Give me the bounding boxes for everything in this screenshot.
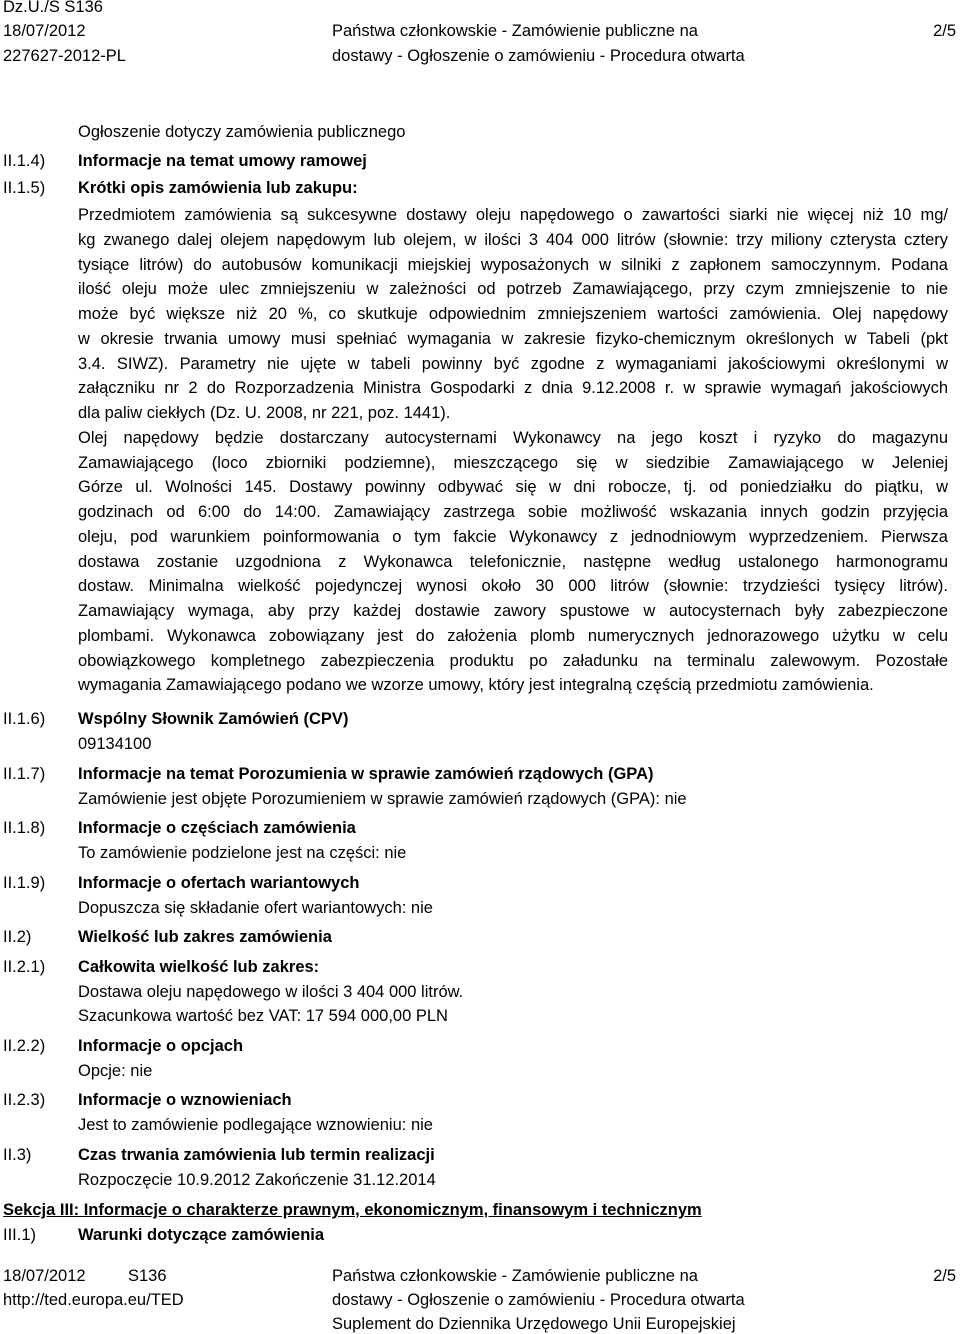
section-title: Informacje na temat umowy ramowej (78, 152, 367, 170)
section-value: Zamówienie jest objęte Porozumieniem w sprawie zamówień rządowych (GPA): nie (78, 790, 687, 808)
section-value: Rozpoczęcie 10.9.2012 Zakończenie 31.12.2014 (78, 1171, 436, 1189)
section-number: II.3) (3, 1146, 32, 1164)
section-number: II.1.7) (3, 765, 46, 783)
section-title: Wspólny Słownik Zamówień (CPV) (78, 710, 349, 728)
section-number: II.1.4) (3, 152, 46, 170)
cpv-code: 09134100 (78, 735, 152, 753)
description-line: tysiące litrów) do autobusów komunikacji miejskiej wyposażonych w silniki z zapłonem samoczynnym. Podana (78, 255, 948, 274)
section-value: Dostawa oleju napędowego w ilości 3 404 000 litrów. (78, 983, 464, 1001)
section-title: Informacje o częściach zamówienia (78, 819, 356, 837)
description-line: Olej napędowy będzie dostarczany autocysternami Wykonawcy na jego koszt i ryzyko do magazynu (78, 428, 948, 447)
description-line: dostawa zostanie uzgodniona z Wykonawca telefonicznie, następne według ustalonego harmonogramu (78, 552, 948, 571)
doc-id: Dz.U./S S136 (3, 0, 103, 16)
section-number: II.1.9) (3, 874, 46, 892)
section-title: Informacje o ofertach wariantowych (78, 874, 360, 892)
description-line: plombami. Wykonawca zobowiązany jest do założenia plomb numerycznych jednorazowego użytku w celu (78, 626, 948, 645)
section-title: Całkowita wielkość lub zakres: (78, 958, 320, 976)
footer-date: 18/07/2012 (3, 1267, 86, 1285)
section-title: Warunki dotyczące zamówienia (78, 1226, 325, 1244)
section-value: Opcje: nie (78, 1062, 153, 1080)
section-number: II.2.3) (3, 1091, 46, 1109)
description-line: kg zwanego dalej olejem napędowym lub olejem, w ilości 3 404 000 litrów (słownie: trzy miliony czterysta cztery (78, 230, 948, 249)
description-paragraph (78, 203, 948, 698)
section-value: Jest to zamówienie podlegające wznowieniu: nie (78, 1116, 433, 1134)
footer-title-line1: Państwa członkowskie - Zamówienie publiczne na (332, 1267, 698, 1285)
description-line: wymagania Zamawiającego podano we wzorze umowy, który jest integralną częścią przedmiotu zamówienia. (78, 676, 874, 695)
section-title: Czas trwania zamówienia lub termin realizacji (78, 1146, 435, 1164)
section-number: II.1.8) (3, 819, 46, 837)
description-line: godzinach od 6:00 do 14:00. Zamawiający zastrzega sobie możliwość wskazania innych godzin przyjęcia (78, 503, 948, 521)
section-number: II.1.6) (3, 710, 46, 728)
section-number: II.1.5) (3, 179, 46, 197)
section-title: Informacje na temat Porozumienia w sprawie zamówień rządowych (GPA) (78, 765, 654, 783)
header-title-line2: dostawy - Ogłoszenie o zamówieniu - Procedura otwarta (332, 47, 745, 65)
section-number: II.2.1) (3, 958, 46, 976)
description-line: obowiązkowego kompletnego zabezpieczenia produktu po załadunku na terminalu zalewowym. Pozostałe (78, 651, 948, 670)
header-date: 18/07/2012 (3, 22, 86, 40)
section-title: Informacje o opcjach (78, 1037, 244, 1055)
description-line: może być większe niż 20 %, co skutkuje odpowiednim zmniejszeniem wartości zamówienia. Olej napędowy (78, 305, 948, 323)
header-ref: 227627-2012-PL (3, 47, 126, 65)
description-line: w okresie trwania umowy musi spełniać wymagania w zakresie fizyko-chemicznym określonych w Tabeli (pkt (78, 329, 948, 348)
section-number: III.1) (3, 1226, 37, 1244)
description-line: Górze ul. Wolności 145. Dostawy powinny odbywać się w dni robocze, tj. od poniedziałku do piątku, w (78, 478, 948, 497)
footer-title-line2: dostawy - Ogłoszenie o zamówieniu - Procedura otwarta (332, 1291, 745, 1309)
description-line: dla paliw ciekłych (Dz. U. 2008, nr 221, poz. 1441). (78, 404, 451, 422)
description-line: Zamawiający wymaga, aby przy każdej dostawie zawory spustowe w autocysternach były zabezpieczone (78, 602, 948, 620)
header-title-line1: Państwa członkowskie - Zamówienie publiczne na (332, 22, 698, 40)
section-number: II.2) (3, 928, 32, 946)
description-line: załączniku nr 2 do Rozporzadzenia Ministra Gospodarki z dnia 9.12.2008 r. w sprawie wymagań jakościowych (78, 379, 948, 398)
description-line: dostaw. Minimalna wielkość pojedynczej wynosi około 30 000 litrów (słownie: trzydzieści tysięcy litrów). (78, 577, 948, 596)
section-number: II.2.2) (3, 1037, 46, 1055)
section-heading: Sekcja III: Informacje o charakterze prawnym, ekonomicznym, finansowym i technicznym (3, 1201, 702, 1219)
section-title: Informacje o wznowieniach (78, 1091, 292, 1109)
footer-issue: S136 (128, 1267, 167, 1285)
footer-url[interactable]: http://ted.europa.eu/TED (3, 1291, 184, 1309)
section-title: Wielkość lub zakres zamówienia (78, 928, 332, 946)
header-page: 2/5 (933, 22, 956, 40)
description-line: Zamawiającego (loco zbiorniki podziemne), mieszczącego się w siedzibie Zamawiającego w Jeleniej (78, 453, 948, 472)
section-value: To zamówienie podzielone jest na części: nie (78, 844, 407, 862)
footer-page: 2/5 (933, 1267, 956, 1285)
intro-text: Ogłoszenie dotyczy zamówienia publicznego (78, 123, 406, 141)
footer-title-line3: Suplement do Dziennika Urzędowego Unii Europejskiej (332, 1315, 736, 1333)
description-line: oleju, pod warunkiem poinformowania o tym fakcie Wykonawcy z jednodniowym wyprzedzeniem. Pierwsza (78, 527, 948, 546)
description-line: 3.4. SIWZ). Parametry nie ujęte w tabeli powinny być zgodne z wymaganiami jakościowymi określonymi w (78, 354, 948, 373)
section-title: Krótki opis zamówienia lub zakupu: (78, 179, 358, 197)
description-line: Przedmiotem zamówienia są sukcesywne dostawy oleju napędowego o zawartości siarki nie więcej niż 10 mg/ (78, 206, 948, 224)
section-value: Dopuszcza się składanie ofert wariantowych: nie (78, 899, 433, 917)
estimated-value: Szacunkowa wartość bez VAT: 17 594 000,00 PLN (78, 1007, 448, 1025)
description-line: ilość oleju może ulec zmniejszeniu w zależności od potrzeb Zamawiającego, przy czym zmniejszenie to nie (78, 280, 948, 299)
